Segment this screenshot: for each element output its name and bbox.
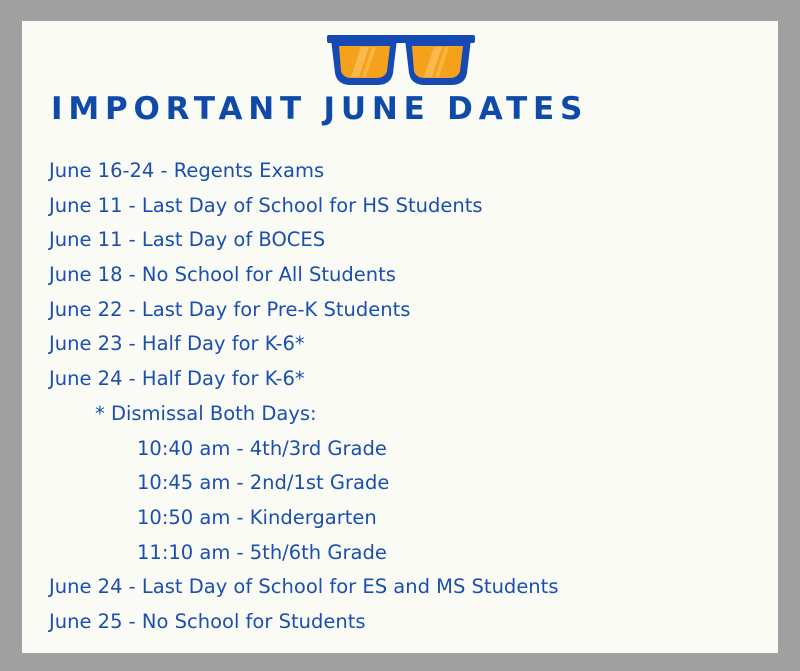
list-item: June 25 - No School for Students	[49, 609, 366, 633]
list-item: June 23 - Half Day for K-6*	[49, 332, 305, 356]
sunglasses-icon	[327, 31, 475, 89]
list-item: June 11 - Last Day of BOCES	[49, 228, 326, 252]
dates-list	[49, 154, 558, 640]
list-item: June 16-24 - Regents Exams	[49, 159, 325, 182]
dismissal-time: 10:40 am - 4th/3rd Grade	[137, 436, 387, 460]
list-item: June 24 - Last Day of School for ES and MS Students	[49, 575, 559, 599]
list-item: June 24 - Half Day for K-6*	[49, 367, 305, 391]
announcement-card	[22, 21, 778, 653]
dismissal-note: * Dismissal Both Days:	[95, 401, 317, 425]
page-title: IMPORTANT JUNE DATES	[51, 91, 589, 127]
list-item: June 18 - No School for All Students	[49, 263, 396, 287]
dismissal-time: 10:50 am - Kindergarten	[137, 505, 377, 529]
dismissal-time: 10:45 am - 2nd/1st Grade	[137, 471, 390, 495]
list-item: June 22 - Last Day for Pre-K Students	[49, 297, 411, 321]
list-item: June 11 - Last Day of School for HS Students	[49, 193, 483, 217]
dismissal-time: 11:10 am - 5th/6th Grade	[137, 540, 387, 564]
